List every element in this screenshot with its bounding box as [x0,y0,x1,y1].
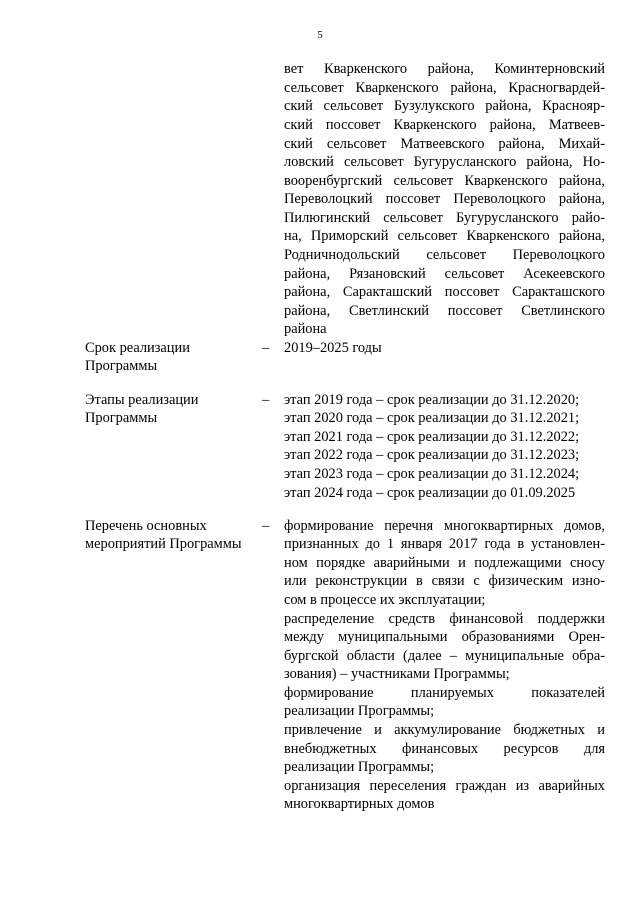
activity-line: бургской области (далее – муниципальные обра- [284,648,605,664]
section-label: Срок реализации [85,340,190,356]
activity-line: между муниципальными образованиями Орен- [284,629,605,645]
intro-line: Пилюгинский сельсовет Бугурусланского райо- [284,210,605,226]
intro-line: вооренбургский сельсовет Кваркенского района, [284,173,605,189]
intro-line: Переволоцкий поссовет Переволоцкого района, [284,191,605,207]
activity-line: внебюджетных финансовых ресурсов для [284,741,605,757]
stage-line: этап 2022 года – срок реализации до 31.12.2023; [284,447,580,463]
stage-line: этап 2020 года – срок реализации до 31.12.2021; [284,410,580,426]
intro-line: ский сельсовет Бузулукского района, Краснояр- [284,98,605,114]
section-dash: – [262,518,270,534]
activity-line: формирование планируемых показателей [284,685,605,701]
section-label: Программы [85,410,158,426]
section-label: Перечень основных [85,518,207,534]
activity-line: организация переселения граждан из аварийных [284,778,605,794]
intro-line: ский поссовет Кваркенского района, Матвеев- [284,117,605,133]
activity-line: или реконструкции в связи с физическим изно- [284,573,605,589]
intro-line: ловский сельсовет Бугурусланского района, Но- [284,154,605,170]
intro-line: района, Рязановский сельсовет Асекеевского [284,266,605,282]
intro-line: Родничнодольский сельсовет Переволоцкого [284,247,605,263]
intro-line: района [284,321,327,337]
stage-line: этап 2023 года – срок реализации до 31.12.2024; [284,466,580,482]
stage-line: этап 2019 года – срок реализации до 31.12.2020; [284,392,580,408]
intro-line: района, Светлинский поссовет Светлинского [284,303,605,319]
activity-line: формирование перечня многоквартирных домов, [284,518,605,534]
activity-line: реализации Программы; [284,759,435,775]
intro-line: вет Кваркенского района, Коминтерновский [284,61,605,77]
section-label: Этапы реализации [85,392,199,408]
stage-line: этап 2024 года – срок реализации до 01.09.2025 [284,485,576,501]
activity-line: привлечение и аккумулирование бюджетных и [284,722,605,738]
activity-line: распределение средств финансовой поддержки [284,611,605,627]
activity-line: зования) – участниками Программы; [284,666,510,682]
activity-line: признанных до 1 января 2017 года в установлен- [284,536,605,552]
intro-line: района, Саракташский поссовет Саракташского [284,284,605,300]
section-label: Программы [85,358,158,374]
intro-line: сельсовет Кваркенского района, Красногвардей- [284,80,605,96]
page-number: 5 [317,29,323,41]
section-dash: – [262,392,270,408]
stage-line: этап 2021 года – срок реализации до 31.12.2022; [284,429,580,445]
activity-line: ном порядке аварийными и подлежащими сносу [284,555,605,571]
intro-line: ский сельсовет Матвеевского района, Михай- [284,136,605,152]
section-value: 2019–2025 годы [284,340,382,356]
section-dash: – [262,340,270,356]
section-label: мероприятий Программы [85,536,242,552]
intro-line: на, Приморский сельсовет Кваркенского района, [284,228,605,244]
activity-line: многоквартирных домов [284,796,435,812]
activity-line: реализации Программы; [284,703,435,719]
activity-line: сом в процессе их эксплуатации; [284,592,486,608]
